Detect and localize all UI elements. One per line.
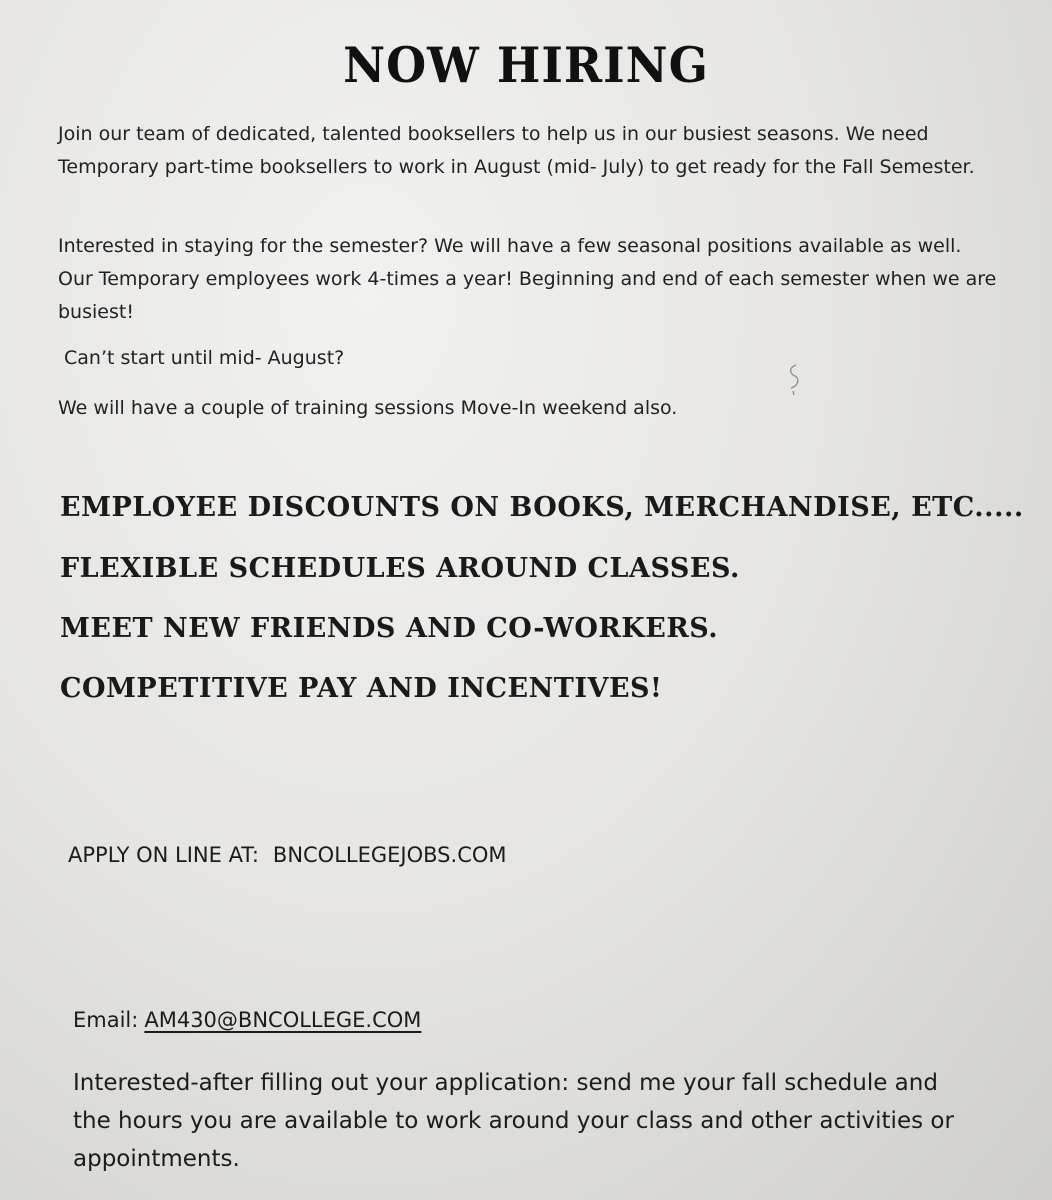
apply-line — [68, 843, 507, 867]
intro-paragraph: Join our team of dedicated, talented booksellers to help us in our busiest seasons. We need Temporary part-time booksellers to work in August (mid- July) to get ready for the Fall Semester. — [58, 123, 975, 178]
perk-discounts: EMPLOYEE DISCOUNTS ON BOOKS, MERCHANDISE, ETC..... — [60, 492, 1024, 523]
perk-schedules: FLEXIBLE SCHEDULES AROUND CLASSES. — [60, 553, 740, 584]
perk-friends: MEET NEW FRIENDS AND CO-WORKERS. — [60, 613, 719, 644]
email-label: Email: — [73, 1008, 139, 1032]
seasonal-paragraph: Interested in staying for the semester? We will have a few seasonal positions available as well. Our Temporary employees work 4-times a year! Beginning and end of each semester when we are busiest! — [58, 235, 997, 323]
pen-mark-icon — [784, 362, 804, 398]
apply-website-link[interactable]: BNCOLLEGEJOBS.COM — [272, 843, 507, 867]
email-line — [73, 1008, 421, 1032]
training-note: We will have a couple of training sessions Move-In weekend also. — [58, 397, 678, 419]
closing-instructions: Interested-after filling out your application: send me your fall schedule and the hours you are available to work around your class and other activities or appointments. — [73, 1070, 954, 1172]
apply-label: APPLY ON LINE AT: — [68, 843, 259, 867]
late-start-question: Can’t start until mid- August? — [64, 347, 345, 369]
perk-pay: COMPETITIVE PAY AND INCENTIVES! — [60, 673, 663, 704]
email-address-link[interactable]: AM430@BNCOLLEGE.COM — [144, 1008, 422, 1032]
flyer-title: NOW HIRING — [343, 36, 709, 94]
